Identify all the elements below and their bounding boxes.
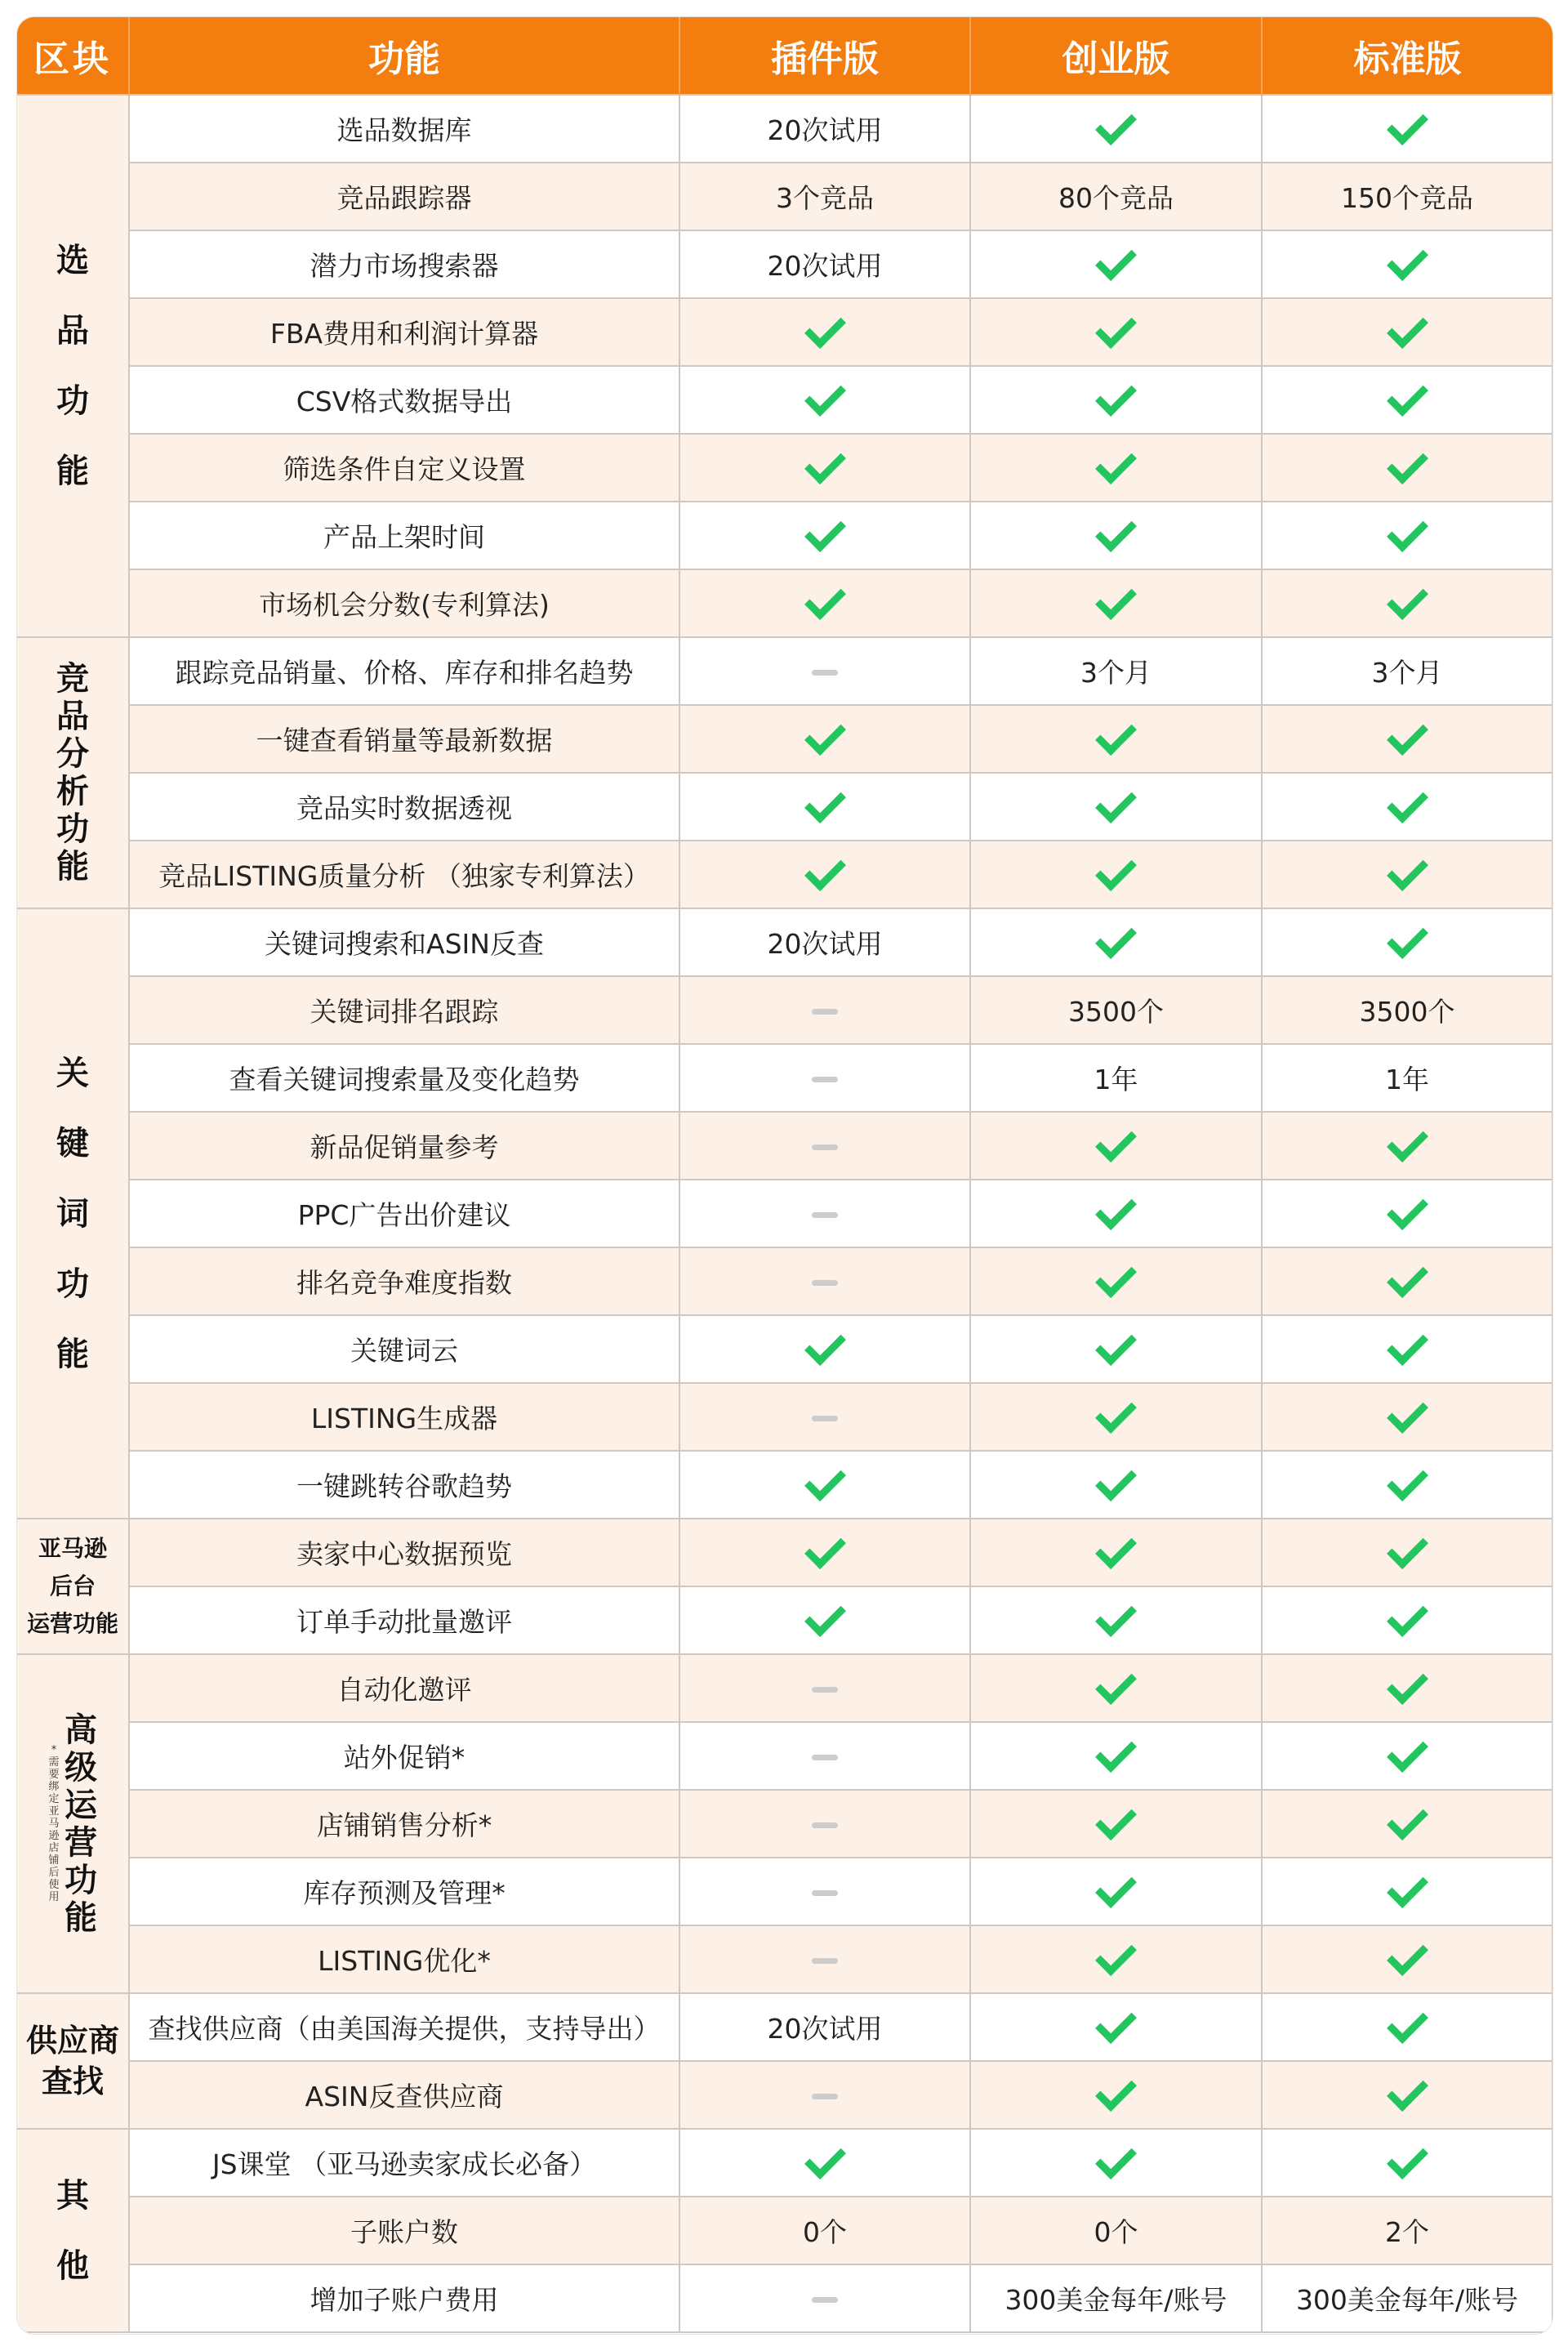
standard-plan-cell [1262,1790,1552,1858]
standard-plan-cell: 300美金每年/账号 [1262,2264,1552,2332]
plugin-plan-cell [679,1519,970,1586]
table-row [17,1858,1552,1925]
feature-name: 订单手动批量邀评 [129,1586,679,1654]
feature-name: 一键跳转谷歌趋势 [129,1451,679,1519]
check-icon [1095,1460,1137,1501]
standard-plan-cell [1262,773,1552,841]
plugin-plan-cell [679,841,970,908]
standard-plan-cell [1262,2061,1552,2129]
startup-plan-cell [970,502,1262,569]
check-icon [1095,1121,1137,1162]
startup-plan-cell [970,1383,1262,1451]
section-label-line: 亚马逊 [38,1535,107,1562]
startup-plan-cell [970,434,1262,502]
startup-plan-cell [970,1722,1262,1790]
standard-plan-cell [1262,1451,1552,1519]
check-icon [1387,511,1428,552]
header-feature: 功能 [129,17,679,95]
section-label-text [17,1530,128,1643]
feature-name: 跟踪竞品销量、价格、库存和排名趋势 [129,637,679,705]
section-label [17,1993,129,2129]
table-row [17,298,1552,366]
check-icon [1387,917,1428,959]
standard-plan-cell: 2个 [1262,2197,1552,2264]
plugin-plan-cell [679,434,970,502]
startup-plan-cell [970,841,1262,908]
header-startup-plan: 创业版 [970,17,1262,95]
header-plugin-plan: 插件版 [679,17,970,95]
plugin-plan-cell [679,1722,970,1790]
table-row [17,2197,1552,2264]
standard-plan-cell [1262,434,1552,502]
check-icon [1387,1392,1428,1434]
plugin-plan-cell [679,298,970,366]
dash-icon [812,1280,838,1286]
table-row [17,1519,1552,1586]
standard-plan-cell [1262,1925,1552,1993]
plugin-plan-cell [679,1654,970,1722]
table-row [17,976,1552,1044]
standard-plan-cell [1262,366,1552,434]
startup-plan-cell [970,1858,1262,1925]
section-label-text: 高级运营功能 [65,1711,97,1937]
check-icon [1387,1460,1428,1501]
section-label-text: 选品功能 [56,242,89,490]
check-icon [1095,917,1137,959]
section-footnote: *需要绑定亚马逊店铺后使用 [48,1744,60,1903]
plugin-plan-cell [679,2061,970,2129]
header-row [17,17,1552,95]
startup-plan-cell [970,230,1262,298]
feature-name: 竞品LISTING质量分析 （独家专利算法） [129,841,679,908]
standard-plan-cell [1262,1247,1552,1315]
dash-icon [812,1144,838,1150]
check-icon [1387,1663,1428,1705]
check-icon [1387,1867,1428,1908]
startup-plan-cell [970,2061,1262,2129]
table-row [17,502,1552,569]
startup-plan-cell [970,705,1262,773]
section-label-line: 查找 [41,2063,104,2099]
section-label-line: 后台 [49,1573,96,1599]
feature-name: 自动化邀评 [129,1654,679,1722]
standard-plan-cell [1262,1993,1552,2061]
dash-icon [812,670,838,676]
section-label [17,1654,129,1993]
startup-plan-cell: 3500个 [970,976,1262,1044]
startup-plan-cell [970,908,1262,976]
check-icon [804,2138,846,2179]
plugin-plan-cell [679,637,970,705]
check-icon [1095,1324,1137,1366]
check-icon [1095,850,1137,891]
table-row [17,1925,1552,1993]
dash-icon [812,2094,838,2099]
check-icon [1095,239,1137,281]
check-icon [1387,2002,1428,2044]
table-row [17,1790,1552,1858]
check-icon [1095,782,1137,823]
feature-name: 市场机会分数(专利算法) [129,569,679,637]
check-icon [804,850,846,891]
plugin-plan-cell [679,705,970,773]
plugin-plan-cell [679,1925,970,1993]
check-icon [1387,2138,1428,2179]
table-row [17,1180,1552,1247]
standard-plan-cell [1262,1112,1552,1180]
section-label-line: 运营功能 [26,1610,118,1637]
feature-name: 选品数据库 [129,95,679,163]
table-body [17,95,1552,2332]
check-icon [1095,1392,1137,1434]
table-row [17,637,1552,705]
startup-plan-cell [970,1451,1262,1519]
plugin-plan-cell [679,1112,970,1180]
check-icon [1387,307,1428,349]
dash-icon [812,2297,838,2303]
section-label-text: 其他 [56,2176,89,2285]
check-icon [804,511,846,552]
table-row [17,1044,1552,1112]
startup-plan-cell [970,1315,1262,1383]
check-icon [1387,1528,1428,1569]
standard-plan-cell: 150个竞品 [1262,163,1552,230]
comparison-table-card [16,16,1553,2335]
plugin-plan-cell [679,1315,970,1383]
plugin-plan-cell [679,1451,970,1519]
check-icon [1095,307,1137,349]
plugin-plan-cell [679,773,970,841]
plugin-plan-cell [679,1044,970,1112]
check-icon [1095,375,1137,417]
section-label-text: 关键词功能 [56,1054,89,1373]
standard-plan-cell [1262,1586,1552,1654]
check-icon [1095,2070,1137,2112]
feature-name: 增加子账户费用 [129,2264,679,2332]
table-row [17,1112,1552,1180]
startup-plan-cell: 1年 [970,1044,1262,1112]
check-icon [1095,1528,1137,1569]
section-label-text [17,2020,128,2102]
feature-name: 卖家中心数据预览 [129,1519,679,1586]
standard-plan-cell [1262,502,1552,569]
section-label [17,2129,129,2332]
table-row [17,1383,1552,1451]
check-icon [1387,782,1428,823]
standard-plan-cell [1262,908,1552,976]
table-row [17,773,1552,841]
startup-plan-cell [970,1790,1262,1858]
check-icon [1387,1121,1428,1162]
feature-name: 一键查看销量等最新数据 [129,705,679,773]
startup-plan-cell [970,298,1262,366]
table-row [17,1315,1552,1383]
dash-icon [812,1755,838,1760]
table-row [17,2264,1552,2332]
check-icon [1387,239,1428,281]
check-icon [804,375,846,417]
feature-name: 排名竞争难度指数 [129,1247,679,1315]
startup-plan-cell [970,569,1262,637]
check-icon [1095,511,1137,552]
plugin-plan-cell [679,1586,970,1654]
dash-icon [812,1890,838,1896]
check-icon [1095,714,1137,756]
plugin-plan-cell: 0个 [679,2197,970,2264]
check-icon [1387,850,1428,891]
startup-plan-cell [970,1112,1262,1180]
check-icon [804,443,846,484]
plugin-plan-cell: 20次试用 [679,908,970,976]
feature-name: 店铺销售分析* [129,1790,679,1858]
feature-comparison-table [17,17,1553,2333]
table-row [17,434,1552,502]
startup-plan-cell: 80个竞品 [970,163,1262,230]
startup-plan-cell: 3个月 [970,637,1262,705]
check-icon [1095,443,1137,484]
standard-plan-cell [1262,841,1552,908]
plugin-plan-cell [679,1180,970,1247]
check-icon [804,578,846,620]
standard-plan-cell [1262,1654,1552,1722]
feature-name: LISTING生成器 [129,1383,679,1451]
standard-plan-cell [1262,298,1552,366]
standard-plan-cell [1262,1180,1552,1247]
table-row [17,2129,1552,2197]
standard-plan-cell [1262,2129,1552,2197]
section-label-text: 竞品分析功能 [56,660,89,886]
standard-plan-cell [1262,705,1552,773]
dash-icon [812,1416,838,1421]
plugin-plan-cell: 3个竞品 [679,163,970,230]
check-icon [1387,1799,1428,1840]
check-icon [1095,1189,1137,1230]
check-icon [1387,578,1428,620]
dash-icon [812,1077,838,1082]
plugin-plan-cell: 20次试用 [679,1993,970,2061]
table-row [17,230,1552,298]
startup-plan-cell [970,2129,1262,2197]
plugin-plan-cell [679,1247,970,1315]
check-icon [1095,1256,1137,1298]
check-icon [804,782,846,823]
header-block: 区块 [17,17,129,95]
plugin-plan-cell [679,1790,970,1858]
standard-plan-cell [1262,1383,1552,1451]
feature-name: FBA费用和利润计算器 [129,298,679,366]
section-label-line: 供应商 [25,2023,119,2059]
feature-name: 关键词排名跟踪 [129,976,679,1044]
plugin-plan-cell: 20次试用 [679,230,970,298]
section-label [17,1519,129,1654]
feature-name: LISTING优化* [129,1925,679,1993]
check-icon [1387,1324,1428,1366]
table-row [17,1451,1552,1519]
standard-plan-cell: 3个月 [1262,637,1552,705]
table-row [17,1654,1552,1722]
check-icon [804,1460,846,1501]
table-row [17,1586,1552,1654]
startup-plan-cell [970,1519,1262,1586]
standard-plan-cell [1262,1315,1552,1383]
standard-plan-cell [1262,230,1552,298]
table-row [17,366,1552,434]
check-icon [804,307,846,349]
table-row [17,1722,1552,1790]
check-icon [1095,1595,1137,1637]
startup-plan-cell [970,1654,1262,1722]
table-row [17,1247,1552,1315]
check-icon [1095,1934,1137,1976]
plugin-plan-cell [679,2129,970,2197]
plugin-plan-cell [679,1383,970,1451]
plugin-plan-cell: 20次试用 [679,95,970,163]
feature-name: 查看关键词搜索量及变化趋势 [129,1044,679,1112]
feature-name: CSV格式数据导出 [129,366,679,434]
check-icon [1095,578,1137,620]
plugin-plan-cell [679,2264,970,2332]
dash-icon [812,1958,838,1964]
check-icon [804,714,846,756]
dash-icon [812,1687,838,1693]
check-icon [1387,1731,1428,1773]
feature-name: 关键词云 [129,1315,679,1383]
plugin-plan-cell [679,502,970,569]
dash-icon [812,1822,838,1828]
check-icon [1387,375,1428,417]
section-label [17,95,129,637]
standard-plan-cell [1262,1722,1552,1790]
startup-plan-cell [970,773,1262,841]
feature-name: 潜力市场搜索器 [129,230,679,298]
check-icon [1387,1189,1428,1230]
plugin-plan-cell [679,569,970,637]
table-row [17,163,1552,230]
startup-plan-cell [970,366,1262,434]
table-row [17,908,1552,976]
table-row [17,2061,1552,2129]
startup-plan-cell: 0个 [970,2197,1262,2264]
plugin-plan-cell [679,366,970,434]
standard-plan-cell [1262,95,1552,163]
standard-plan-cell [1262,1858,1552,1925]
feature-name: 关键词搜索和ASIN反查 [129,908,679,976]
table-row [17,1993,1552,2061]
plugin-plan-cell [679,1858,970,1925]
check-icon [1095,1731,1137,1773]
check-icon [804,1324,846,1366]
feature-name: 库存预测及管理* [129,1858,679,1925]
feature-name: ASIN反查供应商 [129,2061,679,2129]
feature-name: 新品促销量参考 [129,1112,679,1180]
startup-plan-cell [970,95,1262,163]
startup-plan-cell [970,1247,1262,1315]
check-icon [1387,1934,1428,1976]
section-label [17,908,129,1519]
check-icon [1387,1256,1428,1298]
dash-icon [812,1212,838,1218]
feature-name: 竞品实时数据透视 [129,773,679,841]
standard-plan-cell [1262,569,1552,637]
table-row [17,95,1552,163]
check-icon [1387,714,1428,756]
dash-icon [812,1009,838,1015]
startup-plan-cell [970,1925,1262,1993]
feature-name: 筛选条件自定义设置 [129,434,679,502]
section-label [17,637,129,908]
feature-name: 子账户数 [129,2197,679,2264]
startup-plan-cell: 300美金每年/账号 [970,2264,1262,2332]
startup-plan-cell [970,1586,1262,1654]
check-icon [1387,443,1428,484]
feature-name: PPC广告出价建议 [129,1180,679,1247]
startup-plan-cell [970,1180,1262,1247]
check-icon [804,1528,846,1569]
plugin-plan-cell [679,976,970,1044]
check-icon [1387,2070,1428,2112]
standard-plan-cell [1262,1519,1552,1586]
standard-plan-cell: 3500个 [1262,976,1552,1044]
feature-name: 竞品跟踪器 [129,163,679,230]
header-standard-plan: 标准版 [1262,17,1552,95]
feature-name: 产品上架时间 [129,502,679,569]
check-icon [1387,104,1428,145]
feature-name: 查找供应商（由美国海关提供，支持导出） [129,1993,679,2061]
startup-plan-cell [970,1993,1262,2061]
check-icon [1095,2002,1137,2044]
check-icon [1095,2138,1137,2179]
standard-plan-cell: 1年 [1262,1044,1552,1112]
check-icon [1387,1595,1428,1637]
check-icon [1095,1867,1137,1908]
feature-name: JS课堂 （亚马逊卖家成长必备） [129,2129,679,2197]
table-row [17,841,1552,908]
table-row [17,705,1552,773]
check-icon [804,1595,846,1637]
feature-name: 站外促销* [129,1722,679,1790]
check-icon [1095,104,1137,145]
check-icon [1095,1663,1137,1705]
check-icon [1095,1799,1137,1840]
table-row [17,569,1552,637]
